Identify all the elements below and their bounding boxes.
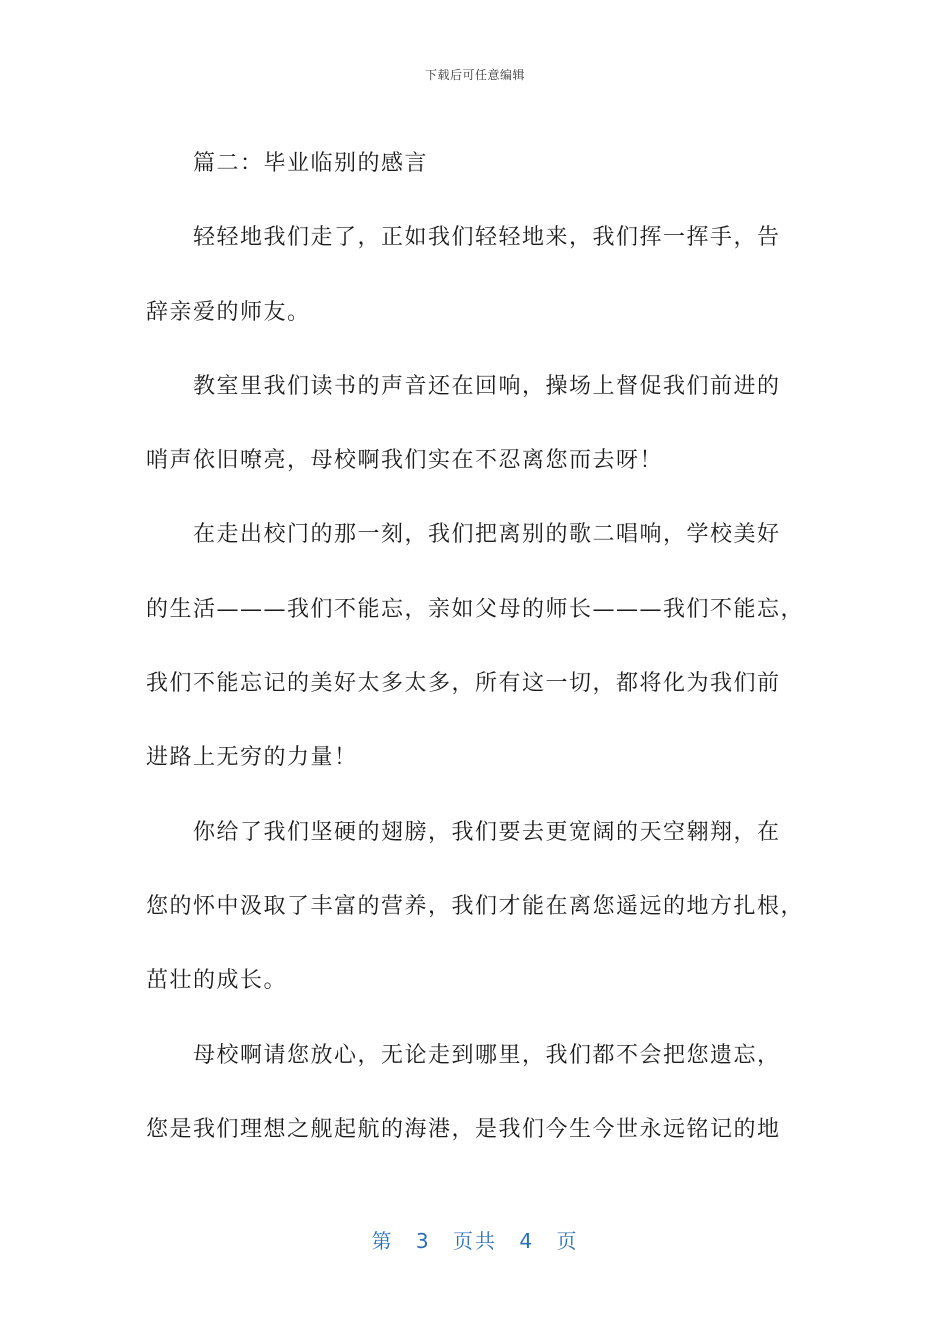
document-body <box>146 127 806 1167</box>
paragraph-line: 母校啊请您放心，无论走到哪里，我们都不会把您遗忘， <box>193 1042 781 1068</box>
paragraph-line: 辞亲爱的师友。 <box>146 299 311 325</box>
paragraph-line: 我们不能忘记的美好太多太多，所有这一切，都将化为我们前 <box>146 671 781 697</box>
paragraph-line: 的生活———我们不能忘，亲如父母的师长———我们不能忘， <box>146 596 805 622</box>
footer-suffix: 页 <box>556 1229 579 1253</box>
total-pages-number: 4 <box>519 1229 535 1253</box>
section-title: 篇二：毕业临别的感言 <box>193 151 429 176</box>
paragraph-line: 哨声依旧嘹亮，母校啊我们实在不忍离您而去呀！ <box>146 448 664 474</box>
paragraph-line: 您是我们理想之舰起航的海港，是我们今生今世永远铭记的地 <box>146 1116 781 1142</box>
paragraph-line: 教室里我们读书的声音还在回响，操场上督促我们前进的 <box>193 373 781 399</box>
paragraph-line: 进路上无穷的力量！ <box>146 745 358 771</box>
footer-prefix: 第 <box>371 1229 394 1253</box>
paragraph-line: 在走出校门的那一刻，我们把离别的歌二唱响，学校美好 <box>193 522 781 548</box>
paragraph-line: 轻轻地我们走了，正如我们轻轻地来，我们挥一挥手，告 <box>193 225 781 251</box>
footer-middle: 页共 <box>453 1229 497 1253</box>
current-page-number: 3 <box>415 1229 431 1253</box>
paragraph-line: 您的怀中汲取了丰富的营养，我们才能在离您遥远的地方扎根， <box>146 893 805 919</box>
paragraph-line: 你给了我们坚硬的翅膀，我们要去更宽阔的天空翱翔，在 <box>193 819 781 845</box>
page-number-footer <box>0 1225 950 1254</box>
header-note: 下载后可任意编辑 <box>424 68 525 82</box>
paragraph-line: 茁壮的成长。 <box>146 968 288 994</box>
